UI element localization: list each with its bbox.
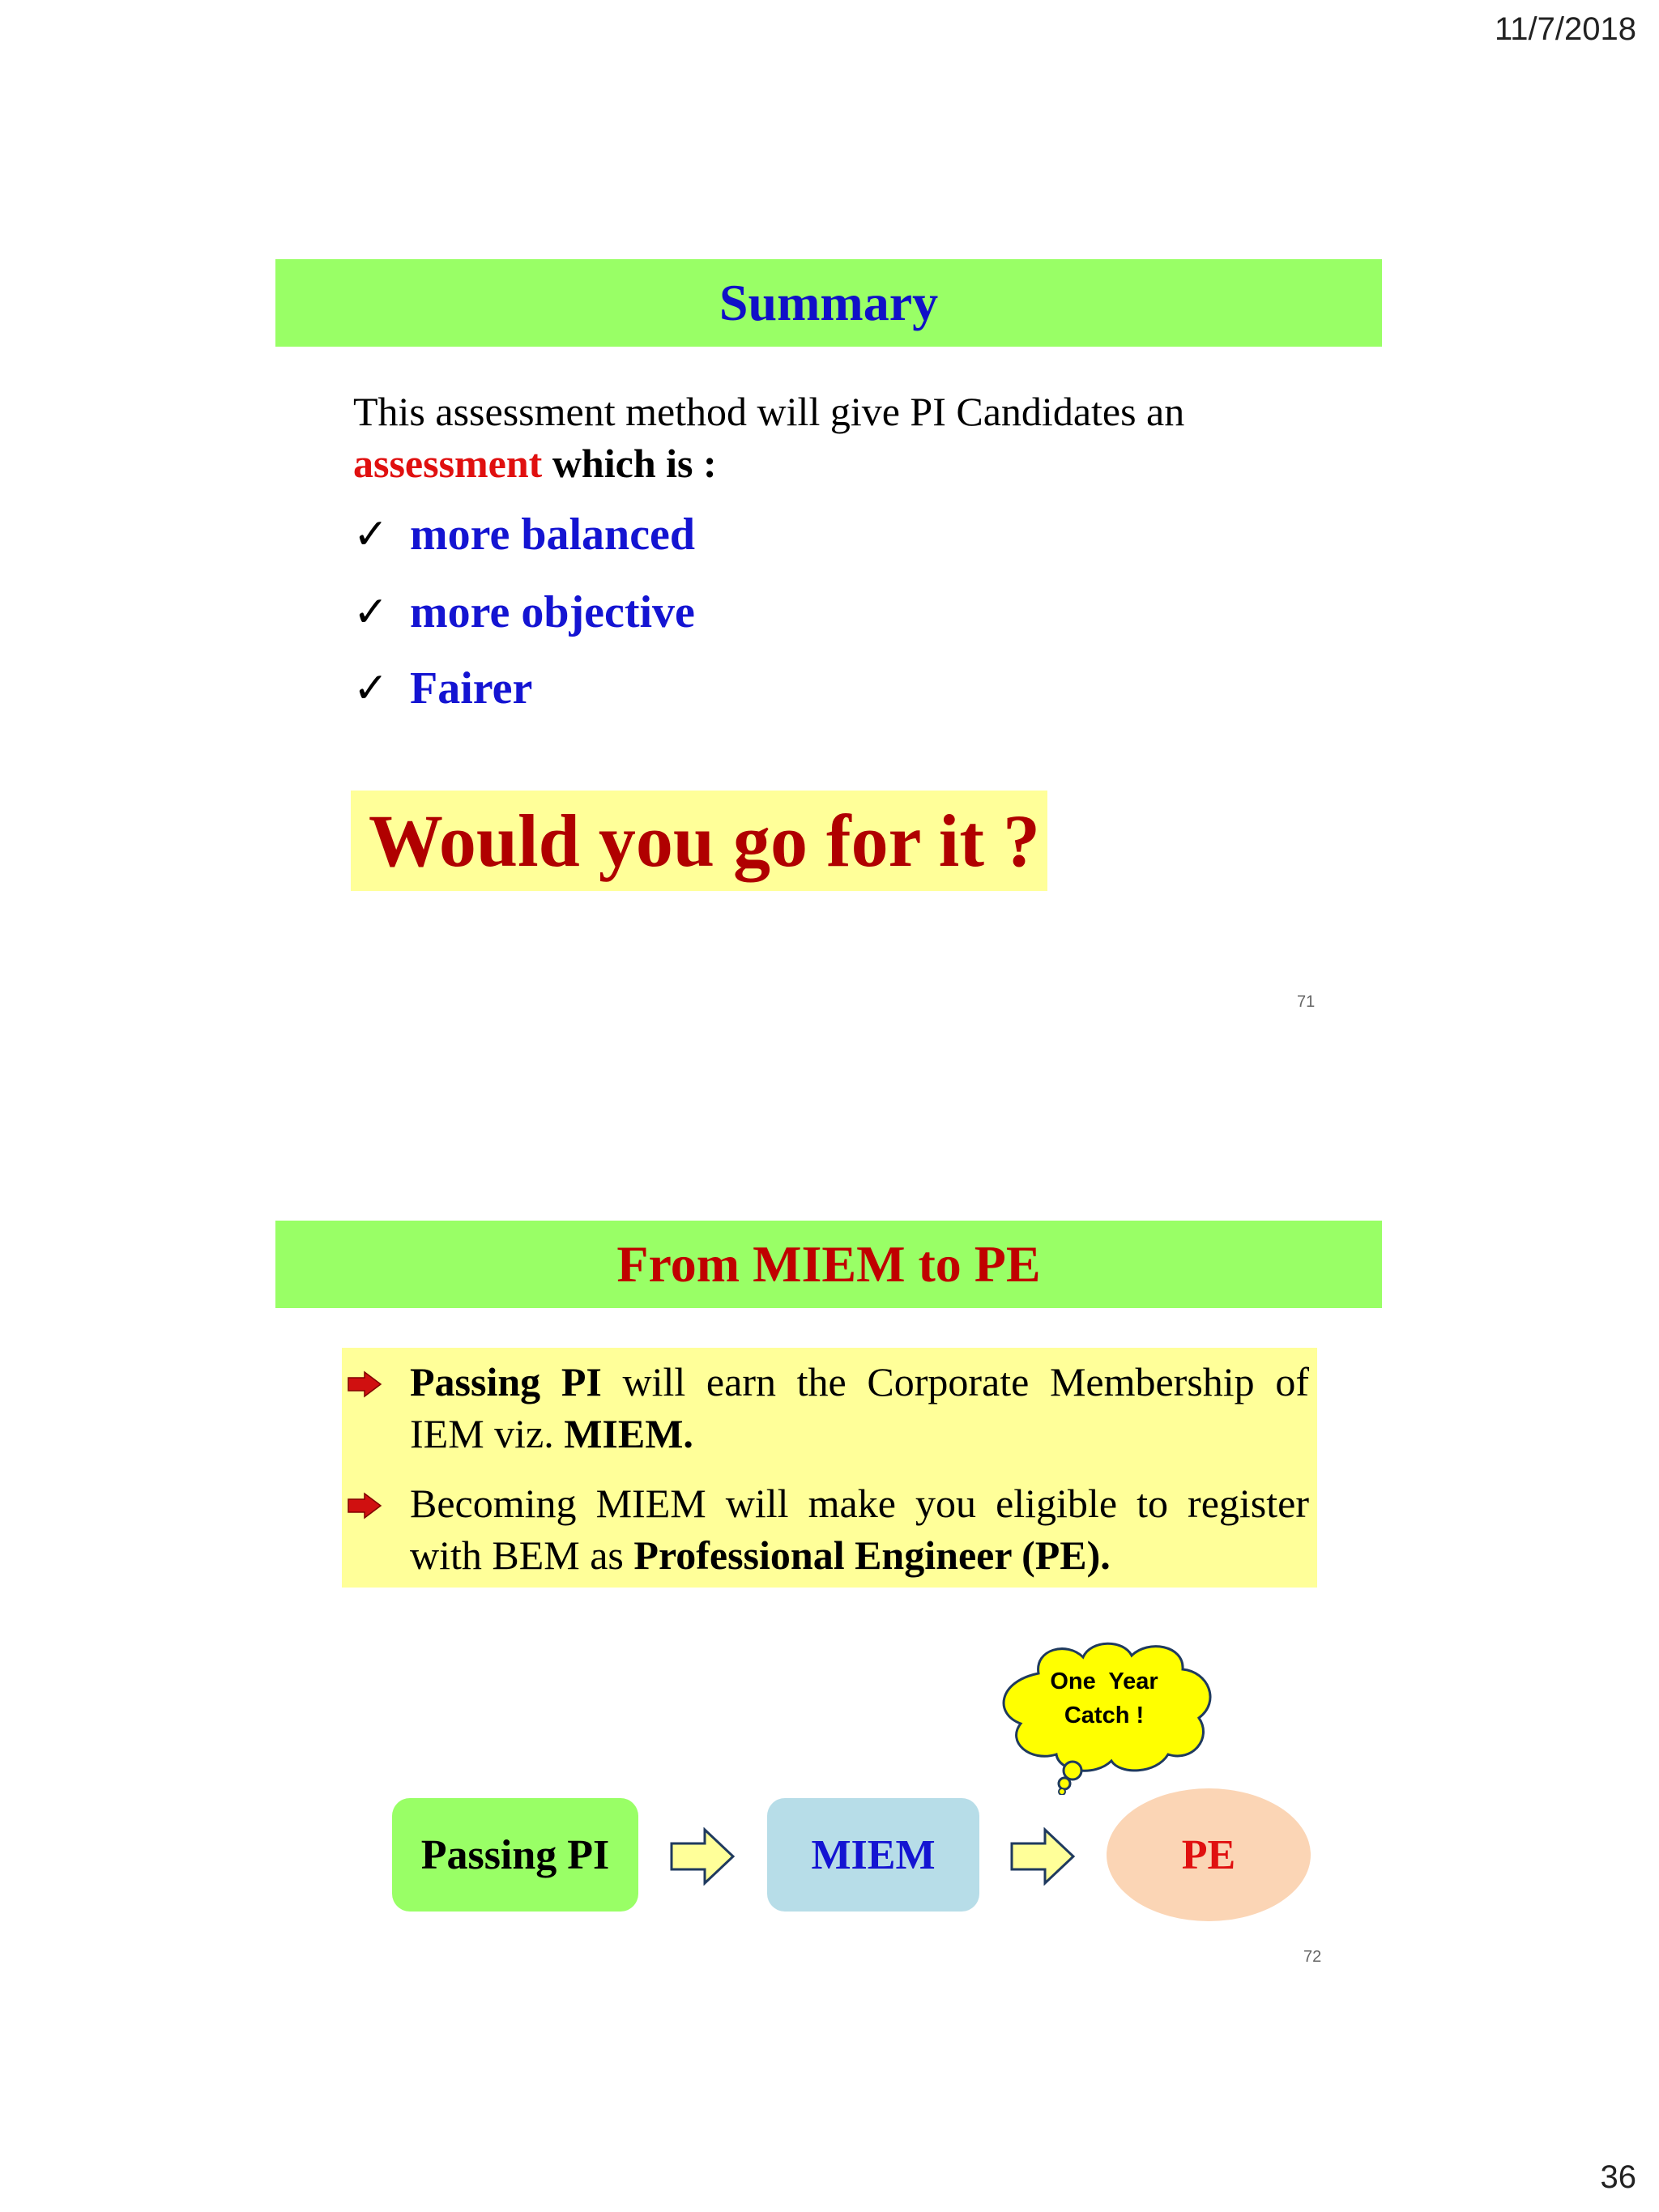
slide-title-summary: Summary (275, 259, 1382, 347)
check-item-label: Fairer (410, 663, 533, 714)
cloud-caption (1003, 1664, 1205, 1733)
bullet-item (410, 1356, 1309, 1460)
check-item (353, 663, 532, 714)
question-callout: Would you go for it ? (351, 791, 1047, 891)
cloud-line-2: Catch ! (1064, 1703, 1145, 1728)
check-item-label: more objective (410, 587, 695, 637)
intro-bold-text: which is : (542, 441, 717, 486)
bullet-bold-end: MIEM. (564, 1411, 693, 1456)
arrow-bullet-icon (347, 1370, 382, 1398)
intro-red-word: assessment (353, 441, 543, 486)
page-number: 36 (1600, 2159, 1636, 2195)
flow-arrow-icon (669, 1827, 736, 1886)
flow-box-miem: MIEM (767, 1798, 979, 1912)
check-item (353, 509, 695, 560)
intro-paragraph (353, 386, 1306, 489)
document-date: 11/7/2018 (1495, 11, 1636, 47)
bullet-box (342, 1348, 1317, 1588)
intro-text: This assessment method will give PI Candidates an (353, 389, 1185, 434)
bullet-bold-start: Passing PI (410, 1359, 602, 1404)
bullet-text: will earn the Corporate Membership of IEM viz. (410, 1359, 1309, 1456)
check-item-label: more balanced (410, 509, 696, 560)
bullet-item (410, 1477, 1309, 1581)
slide-number: 72 (1303, 1948, 1322, 1966)
arrow-bullet-icon (347, 1492, 382, 1519)
flow-arrow-icon (1009, 1827, 1076, 1886)
checkmark-icon: ✓ (353, 588, 389, 637)
bullet-text: Becoming MIEM will make you eligible to register with BEM as (410, 1481, 1309, 1578)
check-item (353, 586, 695, 638)
flow-ellipse-pe: PE (1107, 1788, 1311, 1921)
slide-number: 71 (1297, 993, 1316, 1011)
checkmark-icon: ✓ (353, 664, 389, 713)
bullet-bold-end: Professional Engineer (PE). (633, 1532, 1111, 1578)
flow-box-passing-pi: Passing PI (392, 1798, 638, 1912)
checkmark-icon: ✓ (353, 510, 389, 559)
cloud-line-1: One Year (1050, 1669, 1158, 1694)
slide-title-miem-to-pe: From MIEM to PE (275, 1221, 1382, 1308)
